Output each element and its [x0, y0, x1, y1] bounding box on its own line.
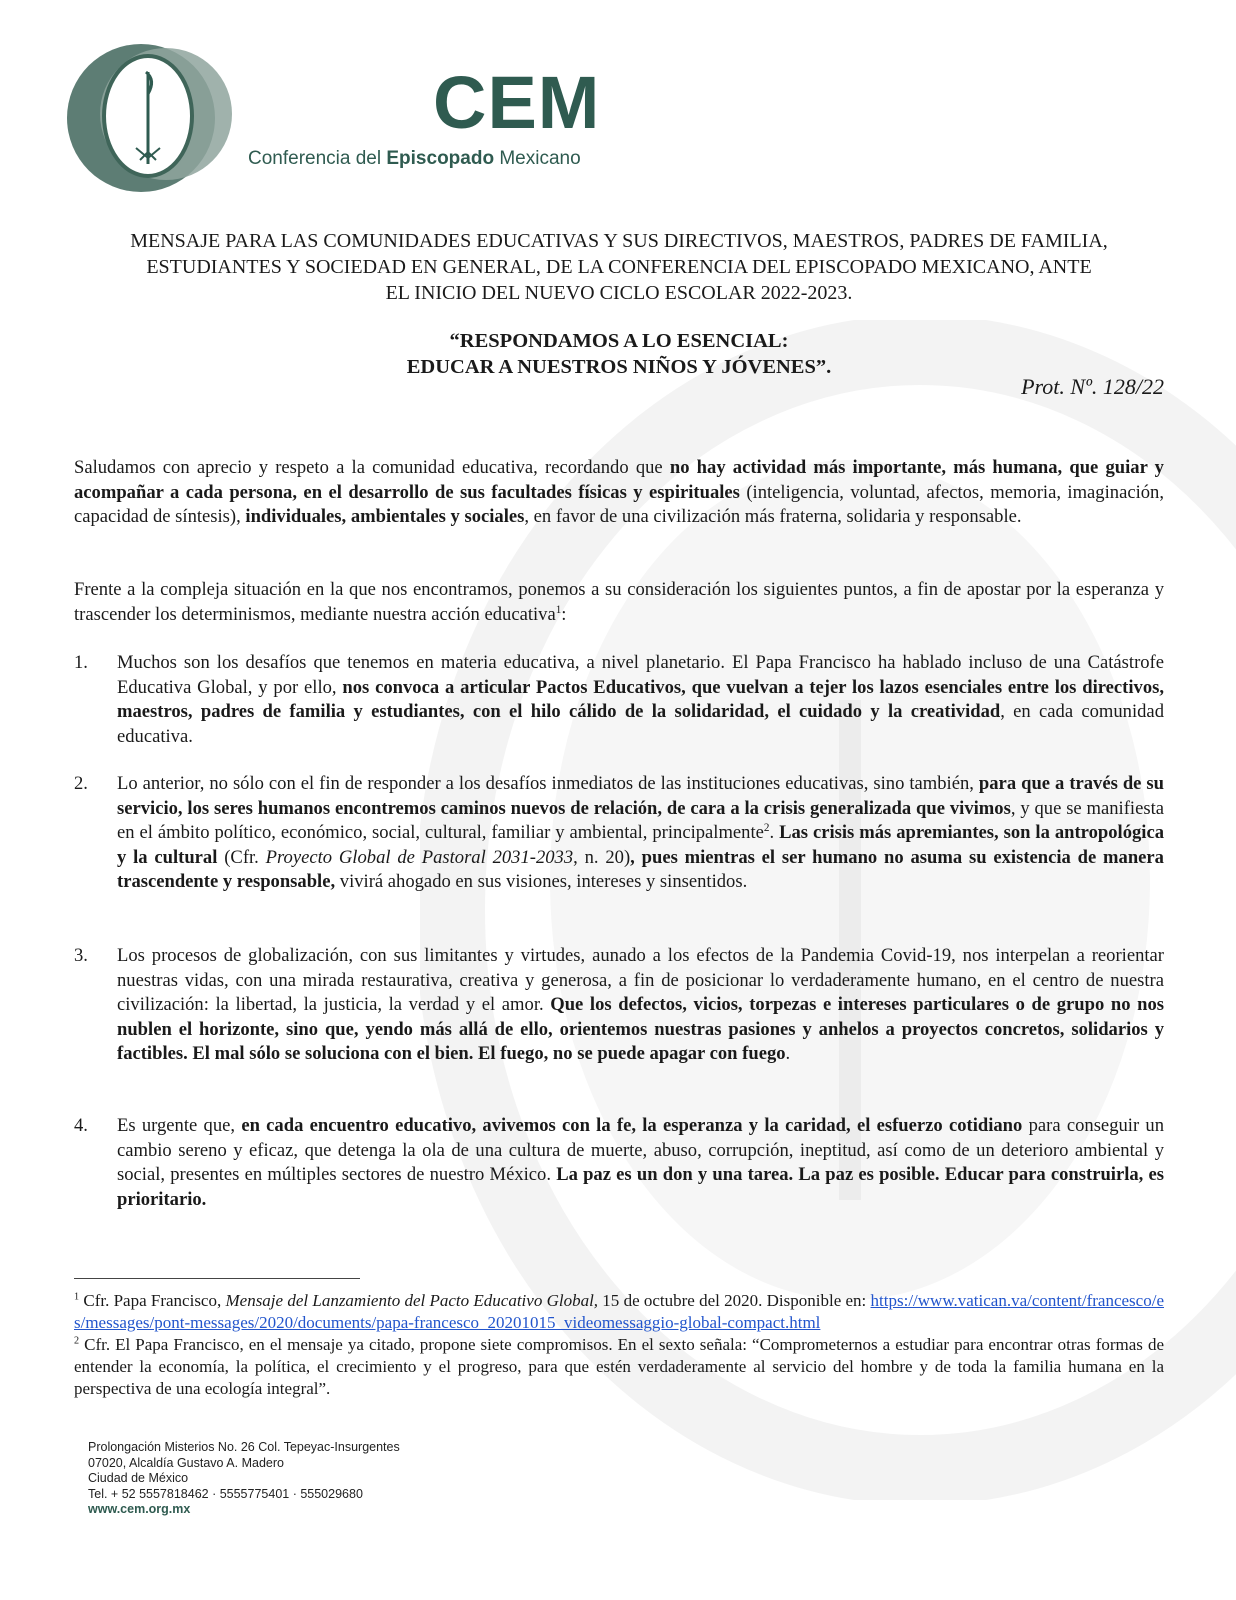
- footnote-ref[interactable]: 2: [763, 821, 770, 834]
- protocol-number: Prot. Nº. 128/22: [1021, 374, 1164, 399]
- point-number: 3.: [74, 945, 88, 966]
- point-3: 3. Los procesos de globalización, con sus limitantes y virtudes, aunado a los efectos de la Pandemia Covid-19, nos interpelan a reorientar nuestras vidas, con una mirada restaurativa, creativa y generosa, a fin de posicionar lo verdaderamente humano, en el centro de nuestra civilización: la libertad, la justicia, la verdad y el amor. Que los defectos, vicios, torpezas e intereses particulares o de grupo no nos nublen el horizonte, sino que, yendo más allá de ello, orientemos nuestras pasiones y anhelos a proyectos concretos, solidarios y factibles. El mal sólo se soluciona con el bien. El fuego, no se puede apagar con fuego.: [74, 945, 1164, 1064]
- website-link[interactable]: www.cem.org.mx: [88, 1502, 191, 1516]
- footnotes: [74, 1290, 1164, 1400]
- point-number: 2.: [74, 773, 88, 794]
- vatican-link[interactable]: https://www.vatican.va/content/francesco/es/messages/pont-messages/2020/documents/papa-francesco_20201015_videomessaggio-global-compact.html: [74, 1291, 1164, 1332]
- footnote-ref[interactable]: 1: [555, 603, 562, 616]
- point-1: 1. Muchos son los desafíos que tenemos en materia educativa, a nivel planetario. El Papa Francisco ha hablado incluso de una Catástrofe Educativa Global, y por ello, nos convoca a articular Pactos Educativos, que vuelvan a tejer los lazos esenciales entre los directivos, maestros, padres de familia y estudiantes, con el hilo cálido de la solidaridad, el cuidado y la creatividad, en cada comunidad educativa.: [74, 652, 1165, 747]
- heading-line: ESTUDIANTES Y SOCIEDAD EN GENERAL, DE LA CONFERENCIA DEL EPISCOPADO MEXICANO, ANTE: [146, 256, 1092, 278]
- contact-address: Prolongación Misterios No. 26 Col. Tepeyac-Insurgentes 07020, Alcaldía Gustavo A. Madero Ciudad de México Tel. + 52 5557818462 · 5555775401 · 555029680 www.cem.org.mx: [88, 1440, 400, 1516]
- title-line: “RESPONDAMOS A LO ESENCIAL:: [449, 330, 789, 352]
- point-number: 1.: [74, 652, 88, 673]
- footnote-1: $^1$ Cfr. Papa Francisco, Mensaje del Lanzamiento del Pacto Educativo Global, 15 de octubre del 2020. Disponible en: https://www.vatican.va/content/francesco/es/messages/pont-messages/2020/documents/papa-francesco_20201015_videomessaggio-global-compact.html: [74, 1291, 1164, 1332]
- cem-logo-emblem: [66, 36, 236, 196]
- heading-line: EL INICIO DEL NUEVO CICLO ESCOLAR 2022-2023.: [385, 282, 853, 304]
- logo-acronym: CEM: [433, 61, 601, 144]
- context-paragraph: Frente a la compleja situación en la que nos encontramos, ponemos a su consideración los siguientes puntos, a fin de apostar por la esperanza y trascender los determinismos, mediante nuestra acción educativa$^1$:: [74, 579, 1164, 625]
- logo-subtitle: Conferencia del Episcopado Mexicano: [248, 148, 581, 169]
- title-line: EDUCAR A NUESTROS NIÑOS Y JÓVENES”.: [406, 356, 832, 378]
- document-heading: [74, 228, 1164, 306]
- intro-paragraph: Saludamos con aprecio y respeto a la comunidad educativa, recordando que no hay actividad más importante, más humana, que guiar y acompañar a cada persona, en el desarrollo de sus facultades físicas y espirituales (inteligencia, voluntad, afectos, memoria, imaginación, capacidad de síntesis), individuales, ambientales y sociales, en favor de una civilización más fraterna, solidaria y responsable.: [74, 457, 1164, 527]
- heading-line: MENSAJE PARA LAS COMUNIDADES EDUCATIVAS Y SUS DIRECTIVOS, MAESTROS, PADRES DE FAMILIA,: [130, 230, 1108, 252]
- point-4: 4. Es urgente que, en cada encuentro educativo, avivemos con la fe, la esperanza y la caridad, el esfuerzo cotidiano para conseguir un cambio sereno y eficaz, que detenga la ola de una cultura de muerte, abuso, corrupción, ineptitud, así como de un deterioro ambiental y social, presentes en múltiples sectores de nuestro México. La paz es un don y una tarea. La paz es posible. Educar para construirla, es prioritario.: [74, 1115, 1165, 1210]
- document-title: [74, 328, 1164, 380]
- footnote-divider: [74, 1278, 360, 1279]
- point-2: 2. Lo anterior, no sólo con el fin de responder a los desafíos inmediatos de las instituciones educativas, sino también, para que a través de su servicio, los seres humanos encontremos caminos nuevos de relación, de cara a la crisis generalizada que vivimos, y que se manifiesta en el ámbito político, económico, social, cultural, familiar y ambiental, principalmente$^2$. Las crisis más apremiantes, son la antropológica y la cultural (Cfr. Proyecto Global de Pastoral 2031-2033, n. 20), pues mientras el ser humano no asuma su existencia de manera trascendente y responsable, vivirá ahogado en sus visiones, intereses y sinsentidos.: [74, 773, 1164, 892]
- footnote-2: $^2$ Cfr. El Papa Francisco, en el mensaje ya citado, propone siete compromisos. En el sexto señala: “Comprometernos a estudiar para encontrar otras formas de entender la economía, la política, el crecimiento y el progreso, para que estén verdaderamente al servicio del hombre y de toda la familia humana en la perspectiva de una ecología integral”.: [74, 1335, 1164, 1398]
- point-number: 4.: [74, 1115, 88, 1136]
